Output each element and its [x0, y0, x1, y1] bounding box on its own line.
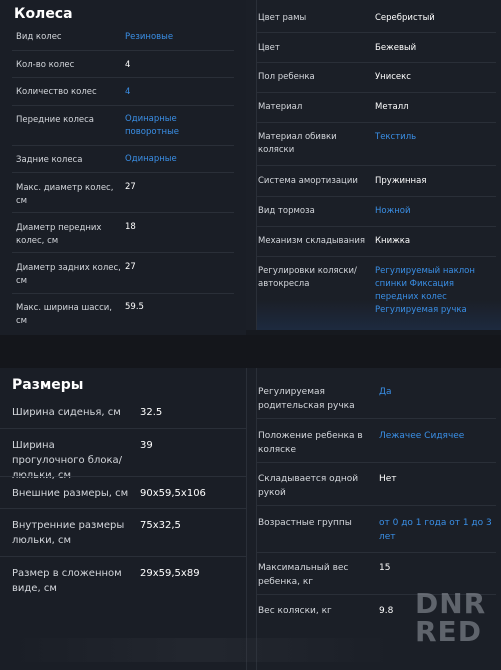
- frame-row-label: Пол ребенка: [258, 72, 315, 82]
- extra-row-label: Вес коляски, кг: [258, 606, 332, 616]
- extra-row-value-link[interactable]: от 0 до 1 года от 1 до 3 лет: [379, 518, 492, 542]
- row-divider: [256, 122, 496, 123]
- wheels-row-value: 59.5: [125, 302, 144, 312]
- row-divider: [256, 196, 496, 197]
- wheels-row-label: Диаметр передних колес, см: [16, 223, 102, 246]
- sizes-row-label: Ширина сиденья, см: [12, 407, 121, 418]
- extra-row-value-link[interactable]: Да: [379, 387, 392, 397]
- frame-row-value-link[interactable]: Ножной: [375, 206, 411, 216]
- extra-row-label: Положение ребенка в коляске: [258, 431, 363, 455]
- column-divider: [246, 368, 247, 670]
- row-divider: [12, 145, 234, 146]
- extra-row-label: Складывается одной рукой: [258, 474, 359, 498]
- wheels-row-value: 4: [125, 60, 131, 70]
- wheels-row-label: Задние колеса: [16, 155, 83, 165]
- frame-row-label: Вид тормоза: [258, 206, 315, 216]
- row-divider: [0, 508, 246, 509]
- row-divider: [256, 505, 496, 506]
- extra-row-label: Регулируемая родительская ручка: [258, 387, 355, 411]
- extra-row-label: Возрастные группы: [258, 518, 352, 528]
- extra-row-value: 9.8: [379, 606, 394, 616]
- extra-row-value-link[interactable]: Лежачее Сидячее: [379, 431, 465, 441]
- section-separator: [0, 335, 501, 368]
- sizes-row-value: 29x59,5x89: [140, 568, 200, 579]
- frame-row-label: Регулировки коляски/ автокресла: [258, 266, 357, 289]
- frame-row-label: Цвет рамы: [258, 13, 307, 23]
- wheels-title: Колеса: [14, 6, 73, 22]
- row-divider: [12, 172, 234, 173]
- blurred-strip: [10, 638, 390, 662]
- sizes-row-label: Внешние размеры, см: [12, 488, 129, 499]
- frame-row-label: Материал: [258, 102, 303, 112]
- wheels-row-label: Макс. диаметр колес, см: [16, 183, 114, 206]
- wheels-row-value: 27: [125, 262, 136, 272]
- extra-row-value: 15: [379, 563, 391, 573]
- row-divider: [256, 418, 496, 419]
- frame-row-value: Металл: [375, 102, 409, 112]
- frame-row-value: Серебристый: [375, 13, 435, 23]
- frame-row-label: Система амортизации: [258, 176, 358, 186]
- frame-row-label: Цвет: [258, 43, 280, 53]
- row-divider: [12, 212, 234, 213]
- wheels-row-label: Кол-во колес: [16, 60, 75, 70]
- frame-row-value: Бежевый: [375, 43, 417, 53]
- row-divider: [12, 105, 234, 106]
- frame-row-value: Унисекс: [375, 72, 411, 82]
- sizes-row-label: Размер в сложенном виде, см: [12, 568, 122, 594]
- wheels-row-label: Количество колес: [16, 87, 97, 97]
- extra-row-value: Нет: [379, 474, 397, 484]
- row-divider: [256, 552, 496, 553]
- row-divider: [256, 92, 496, 93]
- sizes-row-value: 75x32,5: [140, 520, 181, 531]
- row-divider: [256, 62, 496, 63]
- row-divider: [256, 462, 496, 463]
- row-divider: [0, 556, 246, 557]
- sizes-row-value: 32.5: [140, 407, 163, 418]
- frame-row-value: Книжка: [375, 236, 411, 246]
- row-divider: [256, 256, 496, 257]
- row-divider: [256, 32, 496, 33]
- wheels-row-value: 27: [125, 182, 136, 192]
- sizes-title: Размеры: [12, 377, 84, 393]
- wheels-row-label: Диаметр задних колес, см: [16, 263, 121, 286]
- column-divider: [256, 0, 257, 330]
- extra-row-label: Максимальный вес ребенка, кг: [258, 563, 349, 587]
- frame-row-label: Механизм складывания: [258, 236, 365, 246]
- frame-row-value-link[interactable]: Текстиль: [375, 132, 417, 142]
- wheels-row-label: Макс. ширина шасси, см: [16, 303, 113, 326]
- row-divider: [12, 252, 234, 253]
- column-divider: [256, 368, 257, 670]
- row-divider: [256, 165, 496, 166]
- sizes-row-label: Внутренние размеры люльки, см: [12, 520, 125, 546]
- frame-row-label: Материал обивки коляски: [258, 132, 337, 155]
- row-divider: [12, 50, 234, 51]
- frame-row-value: Пружинная: [375, 176, 427, 186]
- wheels-row-value-link[interactable]: 4: [125, 87, 131, 97]
- row-divider: [0, 476, 246, 477]
- row-divider: [256, 226, 496, 227]
- sizes-row-label: Ширина прогулочного блока/: [12, 440, 123, 466]
- wheels-row-value-link[interactable]: Одинарные: [125, 154, 177, 164]
- wheels-row-value-link[interactable]: Резиновые: [125, 32, 174, 42]
- row-divider: [12, 293, 234, 294]
- sizes-row-value: 90x59,5x106: [140, 488, 206, 499]
- wheels-row-value: 18: [125, 222, 136, 232]
- wheels-row-label: Передние колеса: [16, 115, 95, 125]
- wheels-row-label: Вид колес: [16, 32, 62, 42]
- sizes-row-value: 39: [140, 440, 153, 451]
- wheels-row-value-link[interactable]: Одинарные поворотные: [125, 114, 180, 137]
- watermark-logo: DNR RED: [415, 587, 487, 648]
- frame-row-value-link[interactable]: Регулируемый наклон спинки Фиксация передних колес Регулируемая ручка: [375, 266, 475, 315]
- row-divider: [0, 428, 246, 429]
- row-divider: [12, 77, 234, 78]
